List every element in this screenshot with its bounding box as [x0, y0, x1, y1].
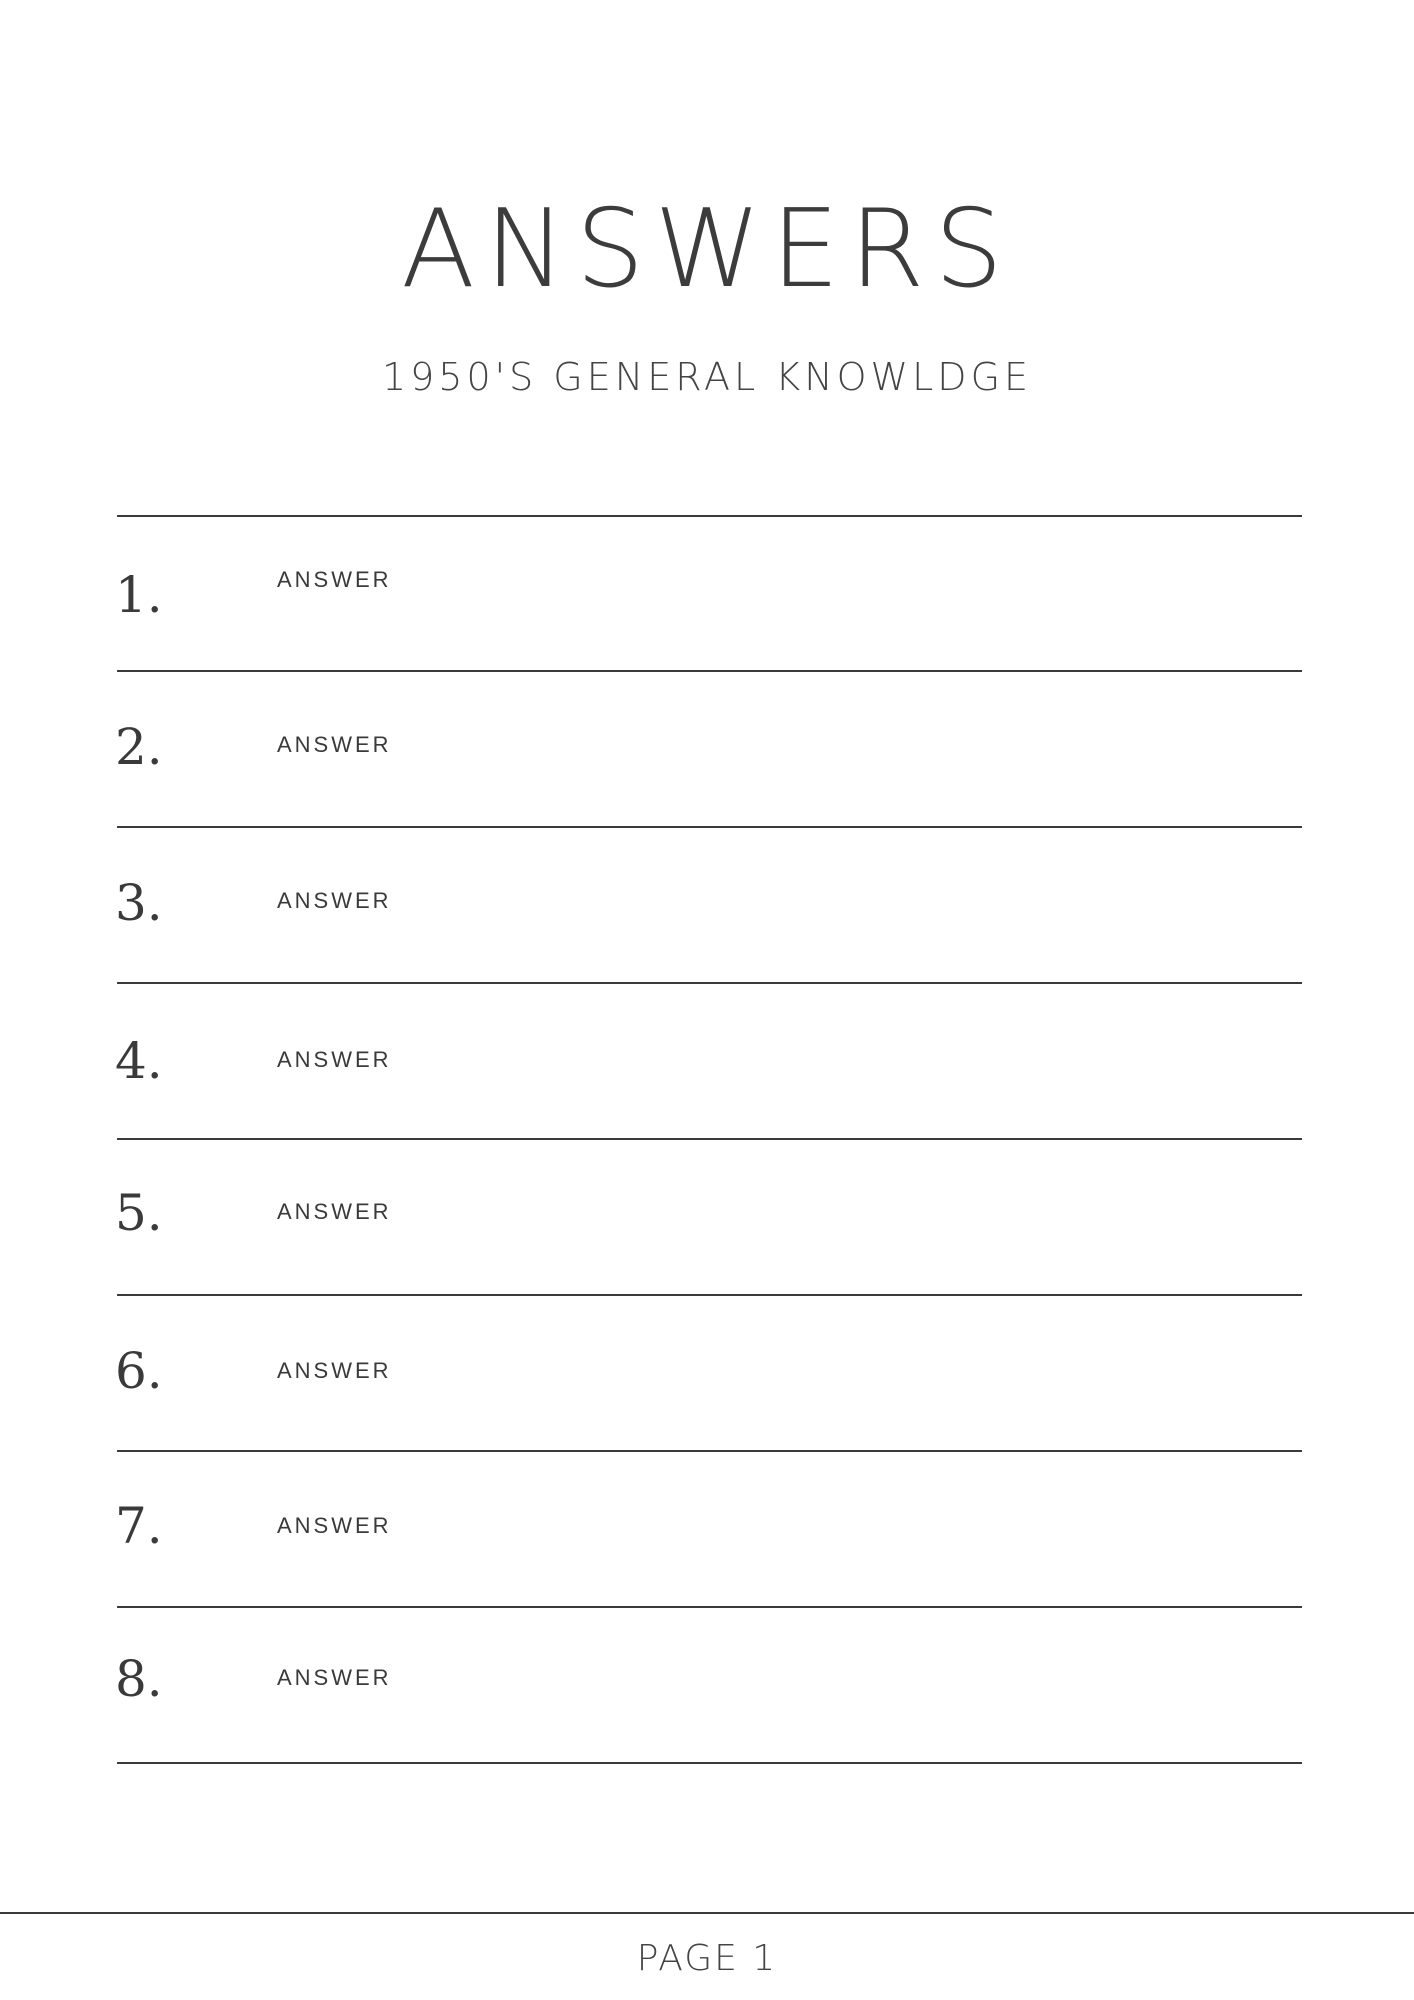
answer-label: ANSWER [277, 1665, 392, 1690]
divider-line [117, 1294, 1302, 1296]
answer-label: ANSWER [277, 1047, 392, 1072]
answer-label: ANSWER [277, 567, 392, 592]
page-title: ANSWERS [401, 187, 1013, 312]
answer-number: 6. [115, 1342, 163, 1400]
divider-line [117, 1450, 1302, 1452]
answer-number: 2. [115, 718, 163, 776]
answer-number: 4. [115, 1032, 163, 1090]
answer-number: 8. [115, 1650, 163, 1708]
answer-label: ANSWER [277, 1513, 392, 1538]
answer-number: 5. [115, 1184, 163, 1242]
footer-divider [0, 1912, 1414, 1914]
page-subtitle: 1950'S GENERAL KNOWLDGE [381, 355, 1033, 399]
answer-number: 3. [115, 874, 163, 932]
answer-label: ANSWER [277, 1199, 392, 1224]
answer-number: 7. [115, 1497, 163, 1555]
divider-line [117, 670, 1302, 672]
divider-line [117, 1138, 1302, 1140]
divider-line [117, 826, 1302, 828]
divider-line [117, 1762, 1302, 1764]
page-number: PAGE 1 [636, 1938, 778, 1979]
answer-label: ANSWER [277, 1358, 392, 1383]
divider-line [117, 1606, 1302, 1608]
answer-label: ANSWER [277, 732, 392, 757]
answer-label: ANSWER [277, 888, 392, 913]
divider-line [117, 982, 1302, 984]
divider-line [117, 515, 1302, 517]
answer-number: 1. [115, 566, 163, 624]
